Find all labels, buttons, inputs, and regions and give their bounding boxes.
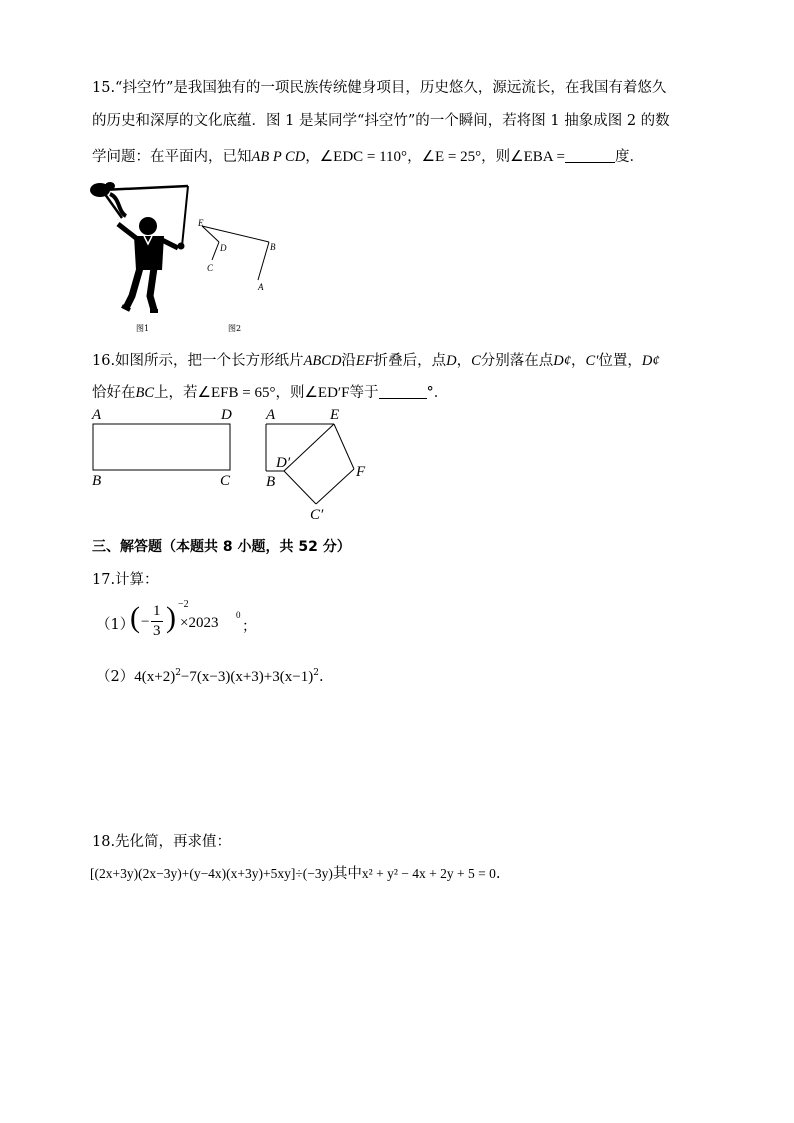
q15-line1: 15.“抖空竹”是我国独有的一项民族传统健身项目，历史悠久，源远流长，在我国有着悠久 <box>92 80 667 96</box>
q17-p1-num: 1 <box>153 603 161 619</box>
fig1-caption: 图1 <box>136 324 150 333</box>
q16-point-dprime-2: D¢ <box>641 353 660 369</box>
rect-label-d: D <box>221 407 232 423</box>
q16-angle-edf: ∠ED′F <box>304 385 350 401</box>
q16-text-b: 沿 <box>341 353 356 369</box>
q15-comma2: ， <box>407 149 422 165</box>
q17-p1-label: （1） <box>96 617 135 633</box>
q15-figures <box>88 178 288 338</box>
fig2-label-b: B <box>270 242 276 252</box>
q18-expression-line <box>90 862 500 883</box>
q15-parallel: AB P CD <box>251 149 306 165</box>
q16-answer-blank[interactable] <box>379 384 427 399</box>
q16-line1 <box>92 349 660 370</box>
q18-cond-end: . <box>495 866 501 882</box>
q16-text-2b: 上，若 <box>154 385 198 401</box>
q17-p1-exp0: 0 <box>236 610 241 620</box>
q17-p2-expr-a: 4(x+2) <box>134 669 176 685</box>
q15-line2: 的历史和深厚的文化底蕴．图 1 是某同学“抖空竹”的一个瞬间，若将图 1 抽象成图 2 的数 <box>92 113 670 129</box>
diabolo-player-figure <box>90 182 188 311</box>
q16-point-dprime: D¢ <box>553 353 572 369</box>
rect-label-c: C <box>220 473 231 489</box>
fold-label-b: B <box>266 474 276 490</box>
q16-figures <box>88 410 378 525</box>
q16-rect-name: ABCD <box>303 353 342 369</box>
fold-label-f: F <box>356 464 366 480</box>
q17-p1-lparen: ( <box>130 601 140 634</box>
q16-line2 <box>92 381 448 402</box>
q15-angle-edc: ∠EDC = 110° <box>319 149 408 165</box>
q15-comma1: ， <box>305 149 320 165</box>
q16-text-h: 位置， <box>598 353 642 369</box>
fold-label-dprime: D′ <box>276 455 291 471</box>
rectangle-abcd <box>93 424 230 470</box>
q17-title: 17.计算： <box>92 572 159 588</box>
q18-expression: [(2x+3y)(2x−3y)+(y−4x)(x+3y)+5xy]÷(−3y) <box>90 866 333 881</box>
q15-angle-eba: ∠EBA = <box>510 149 565 165</box>
fig2-label-d: D <box>220 243 227 253</box>
q17-p2-sq2: 2 <box>313 668 319 679</box>
q16-bc: BC <box>135 385 155 401</box>
q18-condition: x² + y² − 4x + 2y + 5 = 0 <box>361 866 496 881</box>
q17-p1-fraction-bar <box>151 621 163 622</box>
fig2-label-e: E <box>198 218 204 228</box>
q15-comma3: ，则 <box>481 149 511 165</box>
fig2-label-c: C <box>207 263 214 273</box>
q15-angle-e: ∠E = 25° <box>421 149 482 165</box>
q15-line3-prefix: 学问题：在平面内，已知 <box>92 149 252 165</box>
q16-text-g: ， <box>571 353 586 369</box>
q16-text-a: 16.如图所示，把一个长方形纸片 <box>92 353 304 369</box>
section-3-heading: 三、解答题（本题共 8 小题，共 52 分） <box>92 539 351 555</box>
rect-label-a: A <box>92 407 102 423</box>
q17-p1-den: 3 <box>153 623 161 639</box>
fold-label-cprime: C′ <box>310 507 324 523</box>
q16-ef: EF <box>355 353 374 369</box>
q17-p1-exp: −2 <box>178 599 189 610</box>
q17-p2-label: （2） <box>96 669 135 685</box>
q18-cond-prefix: 其中 <box>332 866 362 882</box>
q15-suffix: 度． <box>614 149 644 165</box>
q16-text-e: ， <box>456 353 472 369</box>
q16-text-2c: ，则 <box>275 385 305 401</box>
q16-text-f: 分别落在点 <box>480 353 554 369</box>
q16-point-c: C <box>471 353 481 369</box>
q16-angle-efb: ∠EFB = 65° <box>197 385 276 401</box>
fig2-caption: 图2 <box>228 324 242 333</box>
q17-p1-rparen: ) <box>166 601 176 634</box>
q17-p1-minus: − <box>141 614 150 630</box>
q15-line3 <box>92 145 644 166</box>
q16-point-d: D <box>446 353 457 369</box>
q16-text-2a: 恰好在 <box>92 385 136 401</box>
q17-p1-end: ； <box>242 619 257 635</box>
q18-title: 18.先化简，再求值： <box>92 834 232 850</box>
fig2-label-a: A <box>258 282 264 292</box>
fold-label-e: E <box>330 407 340 423</box>
q16-text-2d: 等于 <box>349 385 379 401</box>
q17-p2-sq1: 2 <box>175 668 181 679</box>
q17-part2 <box>96 665 324 686</box>
q16-text-c: 折叠后，点 <box>373 353 447 369</box>
q17-p2-expr-b: −7(x−3)(x+3)+3(x−1) <box>180 669 314 685</box>
q16-point-cprime: C′ <box>585 353 599 369</box>
q16-text-2e: °． <box>426 385 449 401</box>
q17-p1-rest: ×2023 <box>180 615 219 631</box>
fold-label-a: A <box>266 407 276 423</box>
q17-p2-end: . <box>318 669 324 685</box>
q15-answer-blank[interactable] <box>565 148 615 163</box>
rect-label-b: B <box>92 473 102 489</box>
